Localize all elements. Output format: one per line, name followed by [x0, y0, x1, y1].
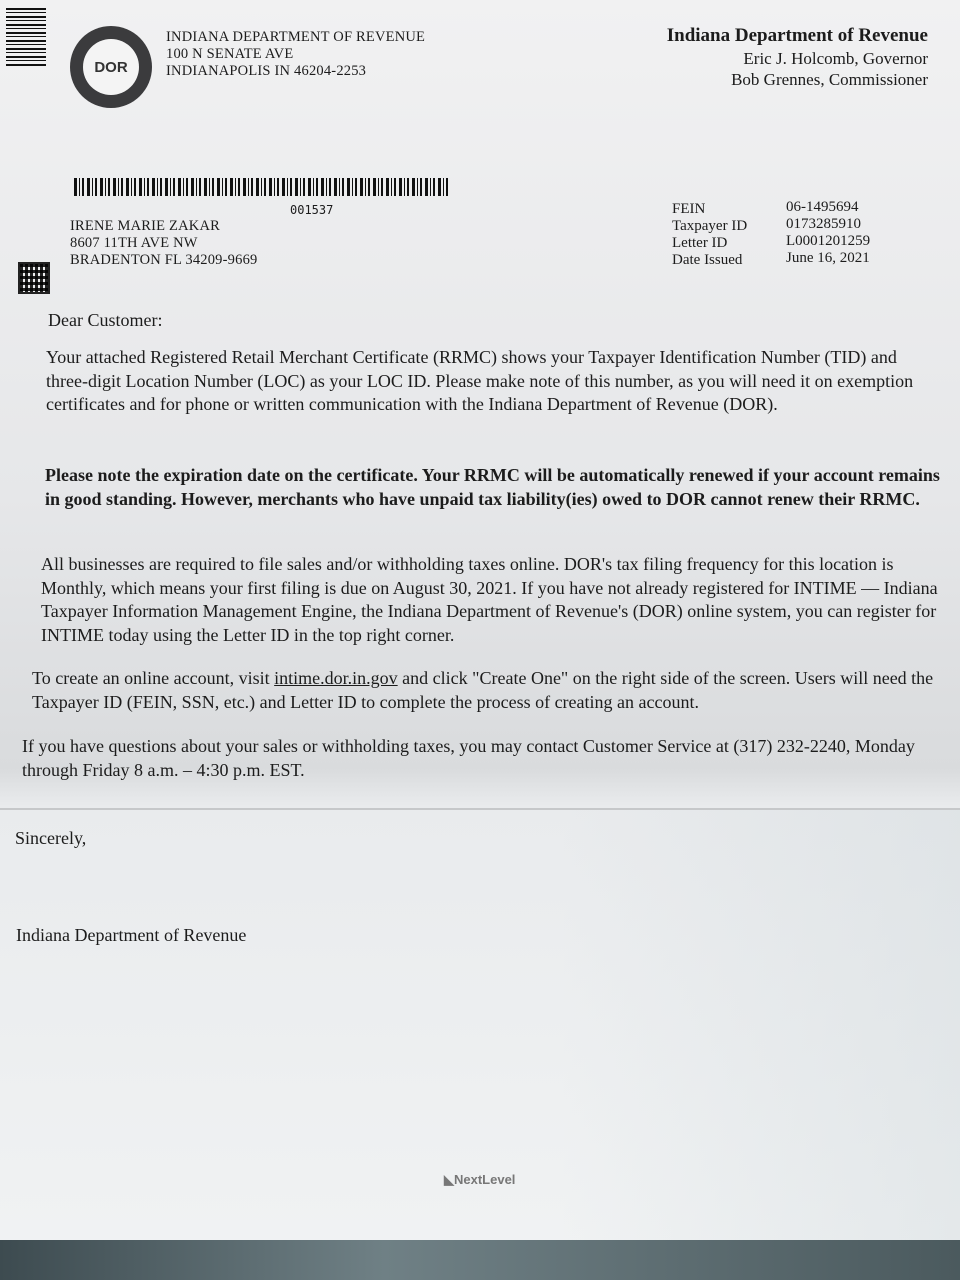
paragraph-online-account	[32, 667, 954, 714]
online-account-text-start: To create an online account, visit	[32, 668, 275, 688]
signature: Indiana Department of Revenue	[16, 925, 247, 945]
agency-commissioner: Bob Grennes, Commissioner	[731, 70, 928, 89]
paragraph-contact: If you have questions about your sales or withholding taxes, you may contact Customer Service at (317) 232-2240, Monday through Friday 8 a.m. – 4:30 p.m. EST.	[22, 736, 915, 780]
paragraph-expiration-notice: Please note the expiration date on the certificate. Your RRMC will be automatically renewed if your account remains in good standing. However, merchants who have unpaid tax liability(ies) owed to DOR cannot renew their RRMC.	[45, 465, 940, 509]
paper-fold	[0, 808, 960, 810]
barcode-number: 001537	[290, 203, 334, 217]
taxpayer-id-value: 0173285910	[786, 216, 861, 232]
date-issued-value: June 16, 2021	[786, 250, 870, 266]
dor-seal	[70, 26, 152, 108]
dor-seal-label: DOR	[83, 39, 139, 95]
intime-link[interactable]: intime.dor.in.gov	[274, 668, 398, 688]
closing: Sincerely,	[15, 828, 87, 848]
date-issued-label: Date Issued	[672, 252, 743, 268]
nextlevel-label: NextLevel	[454, 1172, 516, 1187]
taxpayer-id-label: Taxpayer ID	[672, 218, 748, 234]
recipient-address	[70, 218, 257, 269]
letter-id-label: Letter ID	[672, 235, 728, 251]
id-labels	[672, 201, 747, 269]
salutation: Dear Customer:	[48, 310, 163, 330]
id-values	[786, 199, 870, 267]
mail-barcode	[74, 178, 450, 196]
paper-shadow	[560, 810, 960, 1240]
paragraph-filing: All businesses are required to file sales and/or withholding taxes online. DOR's tax filing frequency for this location is Monthly, which means your first filing is due on August 30, 2021. If you have not already registered for INTIME — Indiana Taxpayer Information Management Engine, the Indiana Department of Revenue's (DOR) online system, you can register for INTIME today using the Letter ID in the top right corner.	[41, 554, 938, 645]
recipient-city: BRADENTON FL 34209-9669	[70, 252, 258, 268]
paragraph-certificate: Your attached Registered Retail Merchant Certificate (RRMC) shows your Taxpayer Identification Number (TID) and three-digit Location Number (LOC) as your LOC ID. Please make note of this number, as you will need it on exemption certificates and for phone or written communication with the Indiana Department of Revenue (DOR).	[46, 347, 914, 414]
sender-name: INDIANA DEPARTMENT OF REVENUE	[166, 29, 426, 45]
agency-header	[667, 24, 928, 90]
nextlevel-logo	[444, 1172, 515, 1188]
fein-label: FEIN	[672, 201, 706, 217]
agency-governor: Eric J. Holcomb, Governor	[743, 49, 928, 68]
vertical-barcode	[6, 8, 46, 68]
sender-city: INDIANAPOLIS IN 46204-2253	[166, 63, 367, 79]
recipient-name: IRENE MARIE ZAKAR	[70, 218, 221, 234]
fein-value: 06-1495694	[786, 199, 859, 215]
recipient-street: 8607 11TH AVE NW	[70, 235, 198, 251]
qr-code	[18, 262, 50, 294]
table-background	[0, 1240, 960, 1280]
agency-title: Indiana Department of Revenue	[666, 25, 928, 46]
sender-address	[166, 29, 425, 80]
nextlevel-icon: ◣	[444, 1172, 454, 1187]
letter-id-value: L0001201259	[786, 233, 871, 249]
online-account-text-end: and click "Create One" on the right side of the screen. Users will need the Taxpayer ID (FEIN, SSN, etc.) and Letter ID to complete the process of creating an account.	[32, 668, 934, 712]
sender-street: 100 N SENATE AVE	[166, 46, 294, 62]
